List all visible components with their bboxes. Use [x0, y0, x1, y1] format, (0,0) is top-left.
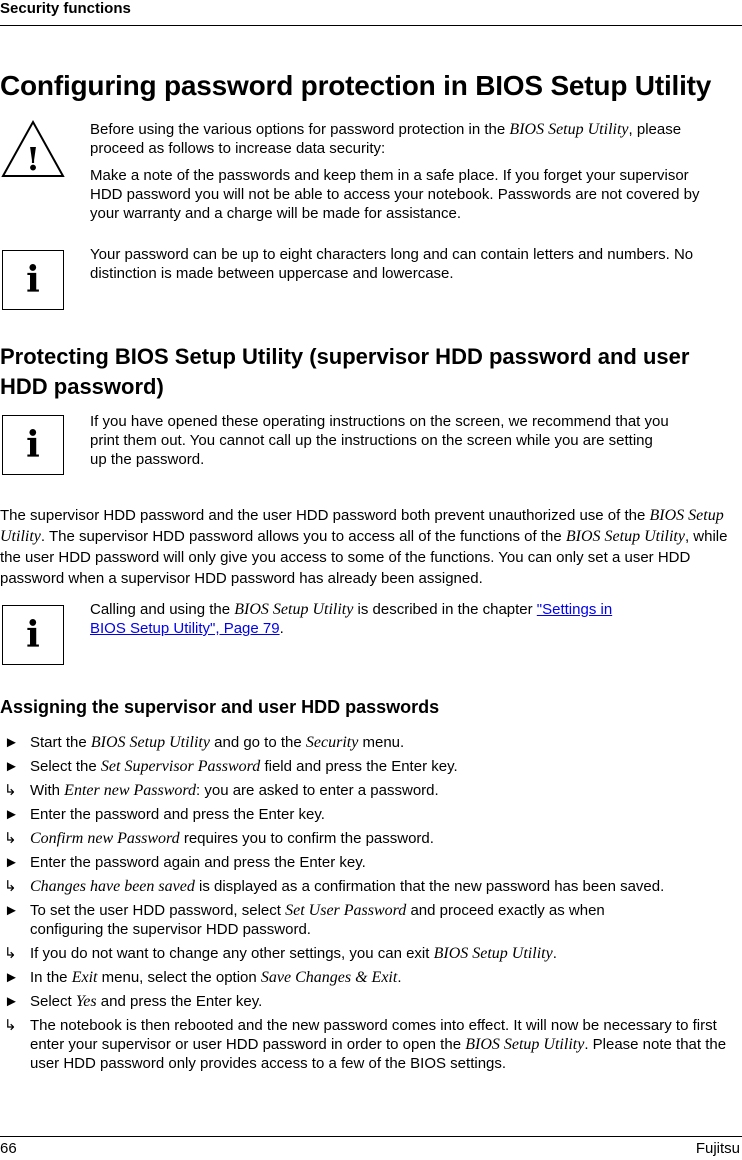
action-step: ► Enter the password and press the Enter key.	[4, 806, 325, 823]
action-arrow-icon: ►	[4, 969, 19, 986]
action-step: ► To set the user HDD password, select Set User Password and proceed exactly as when configuring the supervisor HDD password.	[4, 902, 605, 938]
action-arrow-icon: ►	[4, 993, 19, 1010]
page-number: 66	[0, 1140, 17, 1157]
info-note-chapter-reference: Calling and using the BIOS Setup Utility is described in the chapter "Settings in BIOS Setup Utility", Page 79.	[90, 601, 613, 637]
description-paragraph: The supervisor HDD password and the user HDD password both prevent unauthorized use of the BIOS Setup Utility. The supervisor HDD password allows you to access all of the functions of the BIOS Setup Utility, while the user HDD password will only give you access to some of the functions. You can only set a user HDD password when a supervisor HDD password has already been assigned.	[0, 507, 728, 587]
action-step: ► In the Exit menu, select the option Save Changes & Exit.	[4, 969, 402, 986]
running-header: Security functions	[0, 0, 131, 17]
result-arrow-icon: ↳	[4, 830, 17, 847]
warning-note-intro: Before using the various options for password protection in the BIOS Setup Utility, please proceed as follows to increase data security:	[90, 121, 682, 157]
section-title: Protecting BIOS Setup Utility (supervisor HDD password and user HDD password)	[0, 344, 690, 399]
action-arrow-icon: ►	[4, 854, 19, 871]
svg-text:!: !	[25, 140, 41, 178]
result-step: ↳ Confirm new Password requires you to confirm the password.	[4, 830, 434, 847]
info-icon: i	[2, 250, 64, 310]
result-step: ↳ The notebook is then rebooted and the new password comes into effect. It will now be necessary to first enter your supervisor or user HDD password in order to open the BIOS Setup Utility. Please note that the user HDD password only provides access to a few of the BIOS settings.	[4, 1017, 727, 1072]
action-arrow-icon: ►	[4, 734, 19, 751]
info-icon: i	[2, 415, 64, 475]
action-step: ► Start the BIOS Setup Utility and go to the Security menu.	[4, 734, 405, 751]
warning-note	[90, 120, 720, 231]
action-step: ► Select the Set Supervisor Password field and press the Enter key.	[4, 758, 458, 775]
result-arrow-icon: ↳	[4, 878, 17, 895]
footer-brand: Fujitsu	[695, 1140, 740, 1157]
action-arrow-icon: ►	[4, 758, 19, 775]
info-note-password-length: Your password can be up to eight characters long and can contain letters and numbers. No distinction is made between uppercase and lowercase.	[90, 246, 694, 282]
warning-note-body: Make a note of the passwords and keep them in a safe place. If you forget your supervisor HDD password you will not be able to access your notebook. Passwords are not covered by your warranty and a charge will be made for assistance.	[90, 167, 700, 222]
subsection-title: Assigning the supervisor and user HDD passwords	[0, 697, 440, 717]
result-arrow-icon: ↳	[4, 945, 17, 962]
result-step: ↳ With Enter new Password: you are asked to enter a password.	[4, 782, 439, 799]
chapter-link[interactable]: "Settings in BIOS Setup Utility", Page 79	[90, 601, 613, 637]
result-arrow-icon: ↳	[4, 1017, 17, 1034]
result-step: ↳ If you do not want to change any other settings, you can exit BIOS Setup Utility.	[4, 945, 557, 962]
header-rule	[0, 25, 742, 26]
result-step: ↳ Changes have been saved is displayed as a confirmation that the new password has been saved.	[4, 878, 665, 895]
action-step: ► Select Yes and press the Enter key.	[4, 993, 263, 1010]
action-arrow-icon: ►	[4, 902, 19, 919]
action-step: ► Enter the password again and press the Enter key.	[4, 854, 366, 871]
info-note-print-instructions: If you have opened these operating instructions on the screen, we recommend that you print them out. You cannot call up the instructions on the screen while you are setting up the password.	[90, 413, 669, 468]
result-arrow-icon: ↳	[4, 782, 17, 799]
warning-icon	[0, 118, 66, 180]
page-title: Configuring password protection in BIOS Setup Utility	[0, 70, 712, 101]
step-list	[4, 733, 740, 1078]
action-arrow-icon: ►	[4, 806, 19, 823]
info-icon: i	[2, 605, 64, 665]
footer-rule	[0, 1136, 742, 1137]
